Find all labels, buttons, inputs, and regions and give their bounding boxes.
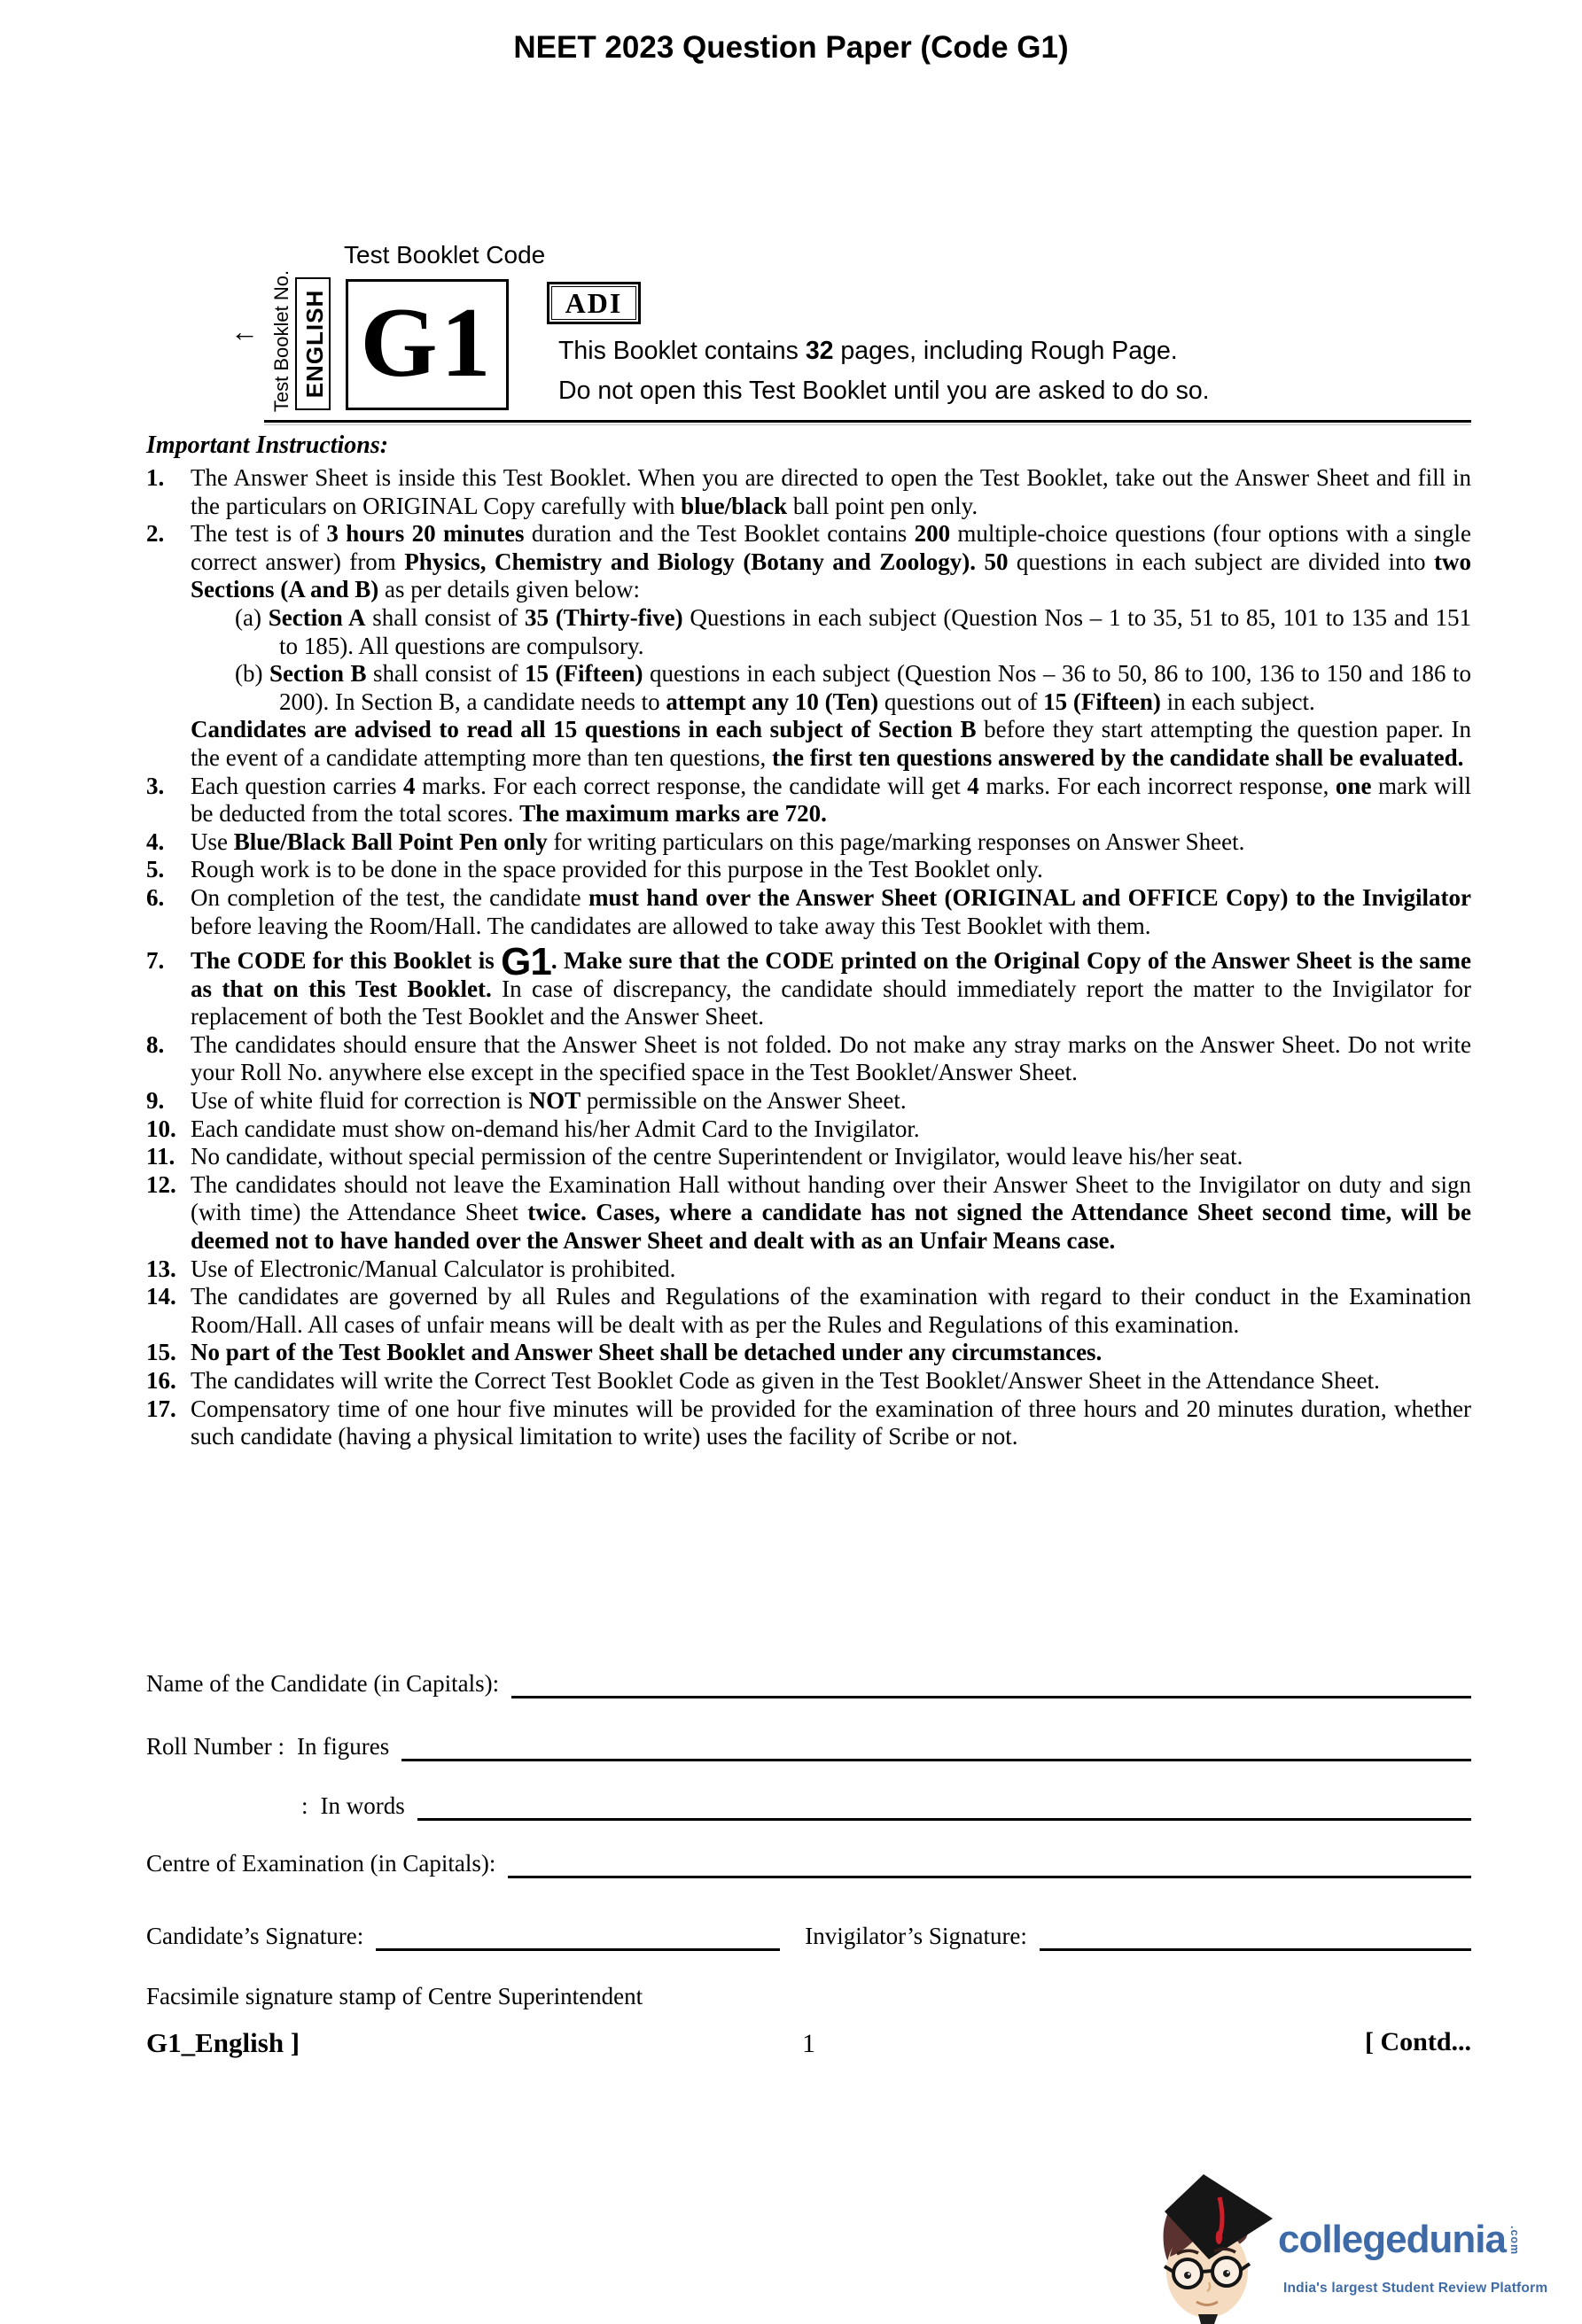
instruction-number: 4.	[146, 828, 165, 855]
booklet-pages-note-pre: This Booklet contains	[558, 337, 806, 365]
instruction-item	[146, 856, 1471, 884]
instruction-paragraph: The candidates will write the Correct Test Booklet Code as given in the Test Booklet/Answer Sheet in the Attendance Sheet.	[191, 1367, 1380, 1394]
instruction-item	[146, 1171, 1471, 1255]
instruction-number: 13.	[146, 1255, 176, 1282]
instruction-number: 1.	[146, 464, 165, 491]
instruction-body	[191, 1115, 1471, 1144]
roll-figures-blank	[401, 1724, 1471, 1761]
centre-code: ADI	[551, 286, 636, 320]
instruction-item	[146, 1031, 1471, 1087]
instruction-paragraph: The candidates are governed by all Rules and Regulations of the examination with regard to their conduct in the Examination Room/Hall. All cases of unfair means will be dealt with as per the Rules and Regulations of this examination.	[191, 1283, 1471, 1338]
instruction-paragraph: Use of white fluid for correction is NOT permissible on the Answer Sheet.	[191, 1087, 907, 1115]
booklet-pages-note-post: pages, including Rough Page.	[833, 337, 1178, 365]
page-title: NEET 2023 Question Paper (Code G1)	[513, 30, 1069, 65]
booklet-pages-count: 32	[805, 337, 834, 365]
candidate-name-blank	[511, 1661, 1471, 1698]
instruction-item	[146, 940, 1471, 1031]
instruction-paragraph: The Answer Sheet is inside this Test Booklet. When you are directed to open the Test Booklet, take out the Answer Sheet and fill in the particulars on ORIGINAL Copy carefully with blue/black ball point pen only.	[191, 464, 1471, 519]
roll-in-words-label: In words	[320, 1792, 405, 1819]
candidate-signature-blank	[376, 1914, 780, 1951]
instruction-body	[191, 1283, 1471, 1339]
instruction-item	[146, 828, 1471, 857]
instruction-item	[146, 1143, 1471, 1171]
instruction-item	[146, 1339, 1471, 1367]
instruction-paragraph: The candidates should ensure that the Answer Sheet is not folded. Do not make any stray marks on the Answer Sheet. Do not write your Roll No. anywhere else except in the specified space in the Test Booklet/Answer Sheet.	[191, 1030, 1471, 1086]
booklet-pages-note	[558, 337, 1178, 366]
facsimile-label: Facsimile signature stamp of Centre Superintendent	[146, 1983, 643, 2009]
header-separator-shadow	[264, 424, 1471, 425]
instruction-number: 11.	[146, 1143, 175, 1170]
left-arrow-icon: ←	[230, 315, 259, 347]
mascot-icon	[1152, 2172, 1281, 2324]
instruction-item	[146, 520, 1471, 772]
instruction-number: 3.	[146, 772, 165, 799]
instruction-number: 5.	[146, 856, 165, 883]
instruction-item	[146, 464, 1471, 520]
instruction-body	[191, 773, 1471, 828]
instruction-item	[146, 1255, 1471, 1284]
instruction-body	[191, 1255, 1471, 1284]
language-box	[295, 277, 331, 410]
collegedunia-logo	[1152, 2172, 1582, 2324]
footer-contd: [ Contd...	[1364, 2027, 1471, 2056]
instruction-item	[146, 773, 1471, 828]
booklet-code: G1	[360, 288, 495, 398]
instruction-paragraph: On completion of the test, the candidate must hand over the Answer Sheet (ORIGINAL and OFFICE Copy) to the Invigilator before leaving the Room/Hall. The candidates are allowed to take away this Test Booklet with them.	[191, 883, 1471, 939]
signatures-row	[146, 1914, 1471, 1951]
instruction-paragraph: Each candidate must show on-demand his/her Admit Card to the Invigilator.	[191, 1115, 920, 1142]
instruction-body	[191, 828, 1471, 857]
footer-booklet-id: G1_English ]	[146, 2027, 300, 2058]
brand-tagline: India's largest Student Review Platform	[1283, 2281, 1548, 2296]
footer-page-number: 1	[802, 2029, 815, 2058]
instruction-number: 15.	[146, 1339, 176, 1366]
brand-name: collegedunia	[1278, 2218, 1506, 2261]
instruction-body	[191, 884, 1471, 940]
instruction-paragraph: No part of the Test Booklet and Answer Sheet shall be detached under any circumstances.	[191, 1339, 1103, 1366]
instruction-subitem: (a) Section A shall consist of 35 (Thirty-five) Questions in each subject (Question Nos – 1 to 35, 51 to 85, 101 to 135 and 151 to 185). All questions are compulsory.	[235, 603, 1471, 659]
instruction-item	[146, 1367, 1471, 1395]
instruction-item	[146, 884, 1471, 940]
do-not-open-note: Do not open this Test Booklet until you are asked to do so.	[558, 377, 1210, 405]
instruction-body	[191, 1339, 1471, 1367]
centre-label: Centre of Examination (in Capitals):	[146, 1850, 496, 1877]
instruction-paragraph: Candidates are advised to read all 15 questions in each subject of Section B before they start attempting the question paper. In the event of a candidate attempting more than ten questions, the first ten questions answered by the candidate shall be evaluated.	[191, 716, 1471, 771]
instruction-number: 8.	[146, 1030, 165, 1058]
instruction-body	[191, 1031, 1471, 1087]
instruction-number: 9.	[146, 1087, 165, 1115]
instruction-paragraph: The CODE for this Booklet is G1. Make sure that the CODE printed on the Original Copy of the Answer Sheet is the same as that on this Test Booklet. In case of discrepancy, the candidate should immediately report the matter to the Invigilator for replacement of both the Test Booklet and the Answer Sheet.	[191, 940, 1471, 1030]
page-footer	[146, 2027, 1471, 2063]
header-separator	[264, 420, 1471, 423]
brand-tld: .com	[1508, 2226, 1521, 2256]
instruction-body	[191, 1143, 1471, 1171]
instruction-number: 6.	[146, 883, 165, 911]
instruction-item	[146, 1115, 1471, 1144]
centre-code-box	[547, 282, 641, 324]
test-booklet-code-label: Test Booklet Code	[344, 241, 546, 268]
instruction-number: 10.	[146, 1115, 176, 1142]
instruction-body	[191, 856, 1471, 884]
instruction-paragraph: The candidates should not leave the Examination Hall without handing over their Answer Sheet to the Invigilator on duty and sign (with time) the Attendance Sheet twice. Cases, where a candidate has not signed the Attendance Sheet second time, will be deemed not to have handed over the Answer Sheet and dealt with as an Unfair Means case.	[191, 1170, 1472, 1255]
roll-number-label: Roll Number :	[146, 1733, 284, 1760]
booklet-code-box	[346, 279, 509, 410]
instruction-number: 14.	[146, 1283, 176, 1310]
instructions-section	[146, 431, 1471, 1451]
instruction-number: 12.	[146, 1170, 176, 1198]
instruction-body	[191, 520, 1471, 772]
instruction-item	[146, 1283, 1471, 1339]
centre-row	[146, 1841, 1471, 1878]
candidate-name-row	[146, 1661, 1471, 1698]
instructions-heading: Important Instructions:	[146, 431, 389, 459]
instruction-paragraph: Rough work is to be done in the space provided for this purpose in the Test Booklet only.	[191, 856, 1043, 883]
instruction-paragraph: Use Blue/Black Ball Point Pen only for writing particulars on this page/marking responses on Answer Sheet.	[191, 828, 1245, 855]
instruction-paragraph: Each question carries 4 marks. For each correct response, the candidate will get 4 marks. For each incorrect response, one mark will be deducted from the total scores. The maximum marks are 720.	[191, 772, 1471, 828]
instruction-number: 7.	[146, 947, 165, 975]
instruction-number: 16.	[146, 1367, 176, 1394]
instruction-paragraph: Compensatory time of one hour five minutes will be provided for the examination of three hours and 20 minutes duration, whether such candidate (having a physical limitation to write) uses the facility of Scribe or not.	[191, 1395, 1471, 1450]
instruction-body	[191, 1395, 1471, 1451]
invigilator-signature-label: Invigilator’s Signature:	[805, 1923, 1027, 1949]
instruction-body	[191, 940, 1471, 1031]
language-label: ENGLISH	[301, 289, 328, 399]
instruction-number: 17.	[146, 1395, 176, 1422]
roll-in-figures-label: In figures	[297, 1733, 390, 1760]
instruction-paragraph: Use of Electronic/Manual Calculator is prohibited.	[191, 1255, 676, 1282]
centre-blank	[508, 1841, 1471, 1878]
instruction-subitem: (b) Section B shall consist of 15 (Fifteen) questions in each subject (Question Nos – 36 to 50, 86 to 100, 136 to 150 and 186 to 200). In Section B, a candidate needs to attempt any 10 (Ten) questions out of 15 (Fifteen) in each subject.	[235, 660, 1471, 715]
roll-number-figures-row	[146, 1724, 1471, 1761]
instruction-body	[191, 1171, 1471, 1255]
instruction-paragraph: No candidate, without special permission of the centre Superintendent or Invigilator, would leave his/her seat.	[191, 1143, 1243, 1170]
instruction-item	[146, 1087, 1471, 1115]
test-booklet-no-label: Test Booklet No.	[270, 269, 292, 413]
roll-number-words-row	[301, 1784, 1471, 1821]
candidate-signature-label: Candidate’s Signature:	[146, 1923, 364, 1949]
roll-words-colon: :	[301, 1792, 308, 1819]
instruction-paragraph: The test is of 3 hours 20 minutes duration and the Test Booklet contains 200 multiple-choice questions (four options with a single correct answer) from Physics, Chemistry and Biology (Botany and Zoology). 50 questions in each subject are divided into two Sections (A and B) as per details given below:	[191, 520, 1471, 603]
invigilator-signature-blank	[1040, 1914, 1471, 1951]
instruction-item	[146, 1395, 1471, 1451]
instruction-body	[191, 1087, 1471, 1115]
instruction-number: 2.	[146, 520, 165, 548]
candidate-name-label: Name of the Candidate (in Capitals):	[146, 1670, 500, 1697]
instructions-list	[146, 464, 1471, 1451]
instruction-body	[191, 464, 1471, 520]
roll-words-blank	[417, 1784, 1471, 1821]
instruction-body	[191, 1367, 1471, 1395]
